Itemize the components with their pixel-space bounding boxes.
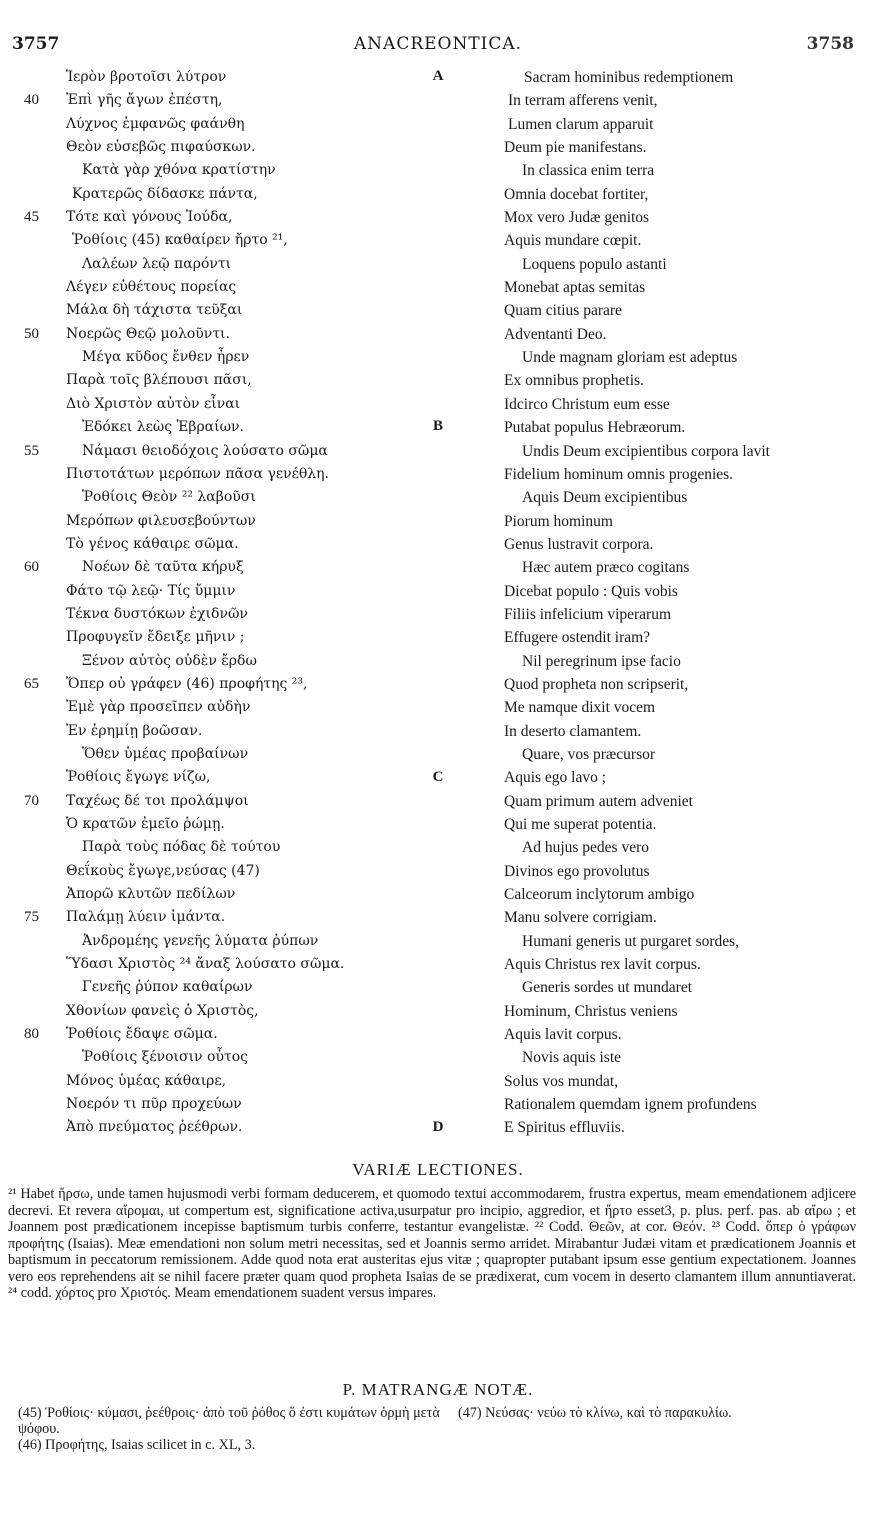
greek-verse-text: Φάτο τῷ λεῷ· Τίς ὔμμιν [66,582,236,599]
latin-verse-line: Quod propheta non scripserit, [504,675,689,693]
greek-verse-text: Νοέων δὲ ταῦτα κήρυξ [82,559,244,576]
greek-verse-line [6,860,426,883]
greek-verse-line [6,510,426,533]
latin-verse-line: Mox vero Judæ genitos [504,209,650,227]
editor-note: (47) Νεύσας· νεύω τὸ κλίνω, καὶ τὸ παρακυλίω. [458,1405,732,1421]
margin-letter: D [432,1118,444,1135]
editor-note: (46) Προφήτης, Isaias scilicet in c. XL, 3. [18,1437,256,1453]
greek-verse-text: Διὸ Χριστὸν αὐτὸν εἶναι [66,395,241,412]
greek-verse-text: Γενεῆς ῥύπον καθαίρων [82,979,253,996]
greek-verse-text: Ὅπερ οὐ γράφεν (46) προφήτης ²³, [66,675,308,692]
greek-verse-text: Θεΐκοὺς ἔγωγε,νεύσας (47) [66,862,260,879]
greek-verse-line [6,1116,426,1139]
latin-verse-line: Solus vos mundat, [504,1072,619,1090]
greek-verse-line [6,393,426,416]
latin-verse-line: Aquis ego lavo ; [504,769,607,787]
variae-lectiones-heading: VARIÆ LECTIONES. [352,1160,524,1179]
greek-verse-line [6,66,426,89]
latin-verse-line: In terram afferens venit, [508,92,658,110]
greek-verse-text: Ἐπὶ γῆς ἄγων ἐπέστη, [66,92,223,109]
greek-verse-text: Ῥοθίοις ἔγωγε νίζω, [66,769,211,786]
latin-verse-line: Aquis Deum excipientibus [522,489,688,507]
greek-verse-text: Ῥοθίοις ξένοισιν οὗτος [82,1049,248,1066]
greek-verse-line [6,930,426,953]
latin-verse-line: Piorum hominum [504,512,613,530]
greek-verse-line [6,790,426,813]
greek-verse-line [6,136,426,159]
latin-verse-line: Novis aquis iste [522,1049,622,1067]
greek-verse-line [6,650,426,673]
verse-number: 45 [24,209,39,226]
greek-verse-text: Μερόπων φιλευσεβούντων [66,512,256,529]
matrangae-notes-right [458,1405,858,1421]
latin-verse-line: In classica enim terra [522,162,655,180]
latin-verse-line: Undis Deum excipientibus corpora lavit [522,442,770,460]
greek-verse-line [6,813,426,836]
latin-verse-line: Humani generis ut purgaret sordes, [522,932,740,950]
greek-verse-line [6,440,426,463]
greek-verse-line [6,416,426,439]
latin-verse-line: Nil peregrinum ipse facio [522,652,681,670]
greek-verse-line [6,580,426,603]
latin-verse-line: Manu solvere corrigiam. [504,909,657,927]
greek-verse-line [6,673,426,696]
verse-number: 60 [24,559,39,576]
latin-verse-line: Lumen clarum apparuit [508,115,654,133]
latin-verse-line: Hominum, Christus veniens [504,1002,678,1020]
greek-verse-line [6,743,426,766]
greek-verse-line [6,159,426,182]
greek-verse-line [6,953,426,976]
greek-verse-text: Λέγεν εὐθέτους πορείας [66,279,237,296]
variae-lectiones-notes [8,1186,856,1302]
greek-verse-text: Θεὸν εὐσεβῶς πιφαύσκων. [66,139,256,156]
latin-verse-line: Unde magnam gloriam est adeptus [522,349,738,367]
greek-verse-line [6,463,426,486]
verse-number: 80 [24,1026,39,1043]
column-number-left: 3757 [12,34,60,54]
greek-verse-text: Μάλα δὴ τάχιστα τεῦξαι [66,302,243,319]
greek-verse-line [6,206,426,229]
greek-verse-text: Ἀνδρομέης γενεῆς λύματα ῥύπων [82,932,319,949]
variant-reading-note: ²¹ Habet ἤρσω, unde tamen hujusmodi verbi formam deducerem, et quomodo textui accommodarem, frustra expertus, meam emendationem adjicere decrevi. Et revera αἴρομαι, ut compertum est, significatione activa,usurpatur pro incipio, aggredior, et ἤρτο esset3, p. plus. perf. pas. ab αἴρω ; et Joannem post prædicationem incepisse baptismum turbis conferre, testantur evangelistæ. ²² Codd. Θεῶν, at cor. Θεόν. ²³ Codd. ὅπερ ὁ γράφων προφήτης (Isaias). Meæ emendationi non solum metri necessitas, sed et Joannis sermo arridet. Mirabantur Judæi vitam et prædicationem Joannis et baptismum in peccatorum remissionem. Adde quod nota erat austeritas ejus vitæ ; quapropter putabant ipsum esse gentium expectationem. Joannes vero eos reprehendens ait se nihil facere præter quam quod propheta Isaias de se prædixerat, cum vocem in deserto clamantem illum annuntiaverat. ²⁴ codd. χόρτος pro Χριστός. Meam emendationem suadent versus impares. [8,1186,856,1301]
latin-verse-line: Effugere ostendit iram? [504,629,651,647]
greek-verse-text: Ὅθεν ὑμέας προβαίνων [82,745,249,762]
greek-verse-text: Ἀπορῶ κλυτῶν πεδίλων [66,886,236,903]
greek-verse-line [6,883,426,906]
greek-verse-text: Ῥοθίοις ἔδαψε σῶμα. [66,1026,218,1043]
greek-verse-text: Ῥοθίοις (45) καθαίρεν ἤρτο ²¹, [72,232,288,249]
greek-verse-text: Τότε καὶ γόνους Ἰούδα, [66,209,233,226]
greek-verse-line [6,766,426,789]
running-title: ANACREONTICA. [353,34,523,54]
latin-verse-line: Calceorum inclytorum ambigo [504,886,695,904]
latin-verse-line: Genus lustravit corpora. [504,535,654,553]
greek-verse-text: Προφυγεῖν ἔδειξε μῆνιν ; [66,629,245,646]
greek-verse-line [6,369,426,392]
greek-verse-text: Μέγα κῦδος ἔνθεν ἦρεν [82,349,250,366]
latin-verse-line: Quam citius parare [504,302,622,320]
latin-translation-column [500,66,870,1140]
latin-verse-line: Hæc autem præco cogitans [522,559,690,577]
latin-verse-line: In deserto clamantem. [504,722,642,740]
latin-verse-line: Divinos ego provolutus [504,862,650,880]
margin-letter: C [432,768,444,785]
verse-number: 70 [24,792,39,809]
greek-verse-text: Κρατερῶς δίδασκε πάντα, [72,185,258,202]
latin-verse-line: Omnia docebat fortiter, [504,185,649,203]
greek-verse-text: Ῥοθίοις Θεὸν ²² λαβοῦσι [82,489,256,506]
greek-verse-line [6,1000,426,1023]
latin-verse-line: Dicebat populo : Quis vobis [504,582,678,600]
greek-verse-line [6,229,426,252]
latin-verse-line: Fidelium hominum omnis progenies. [504,465,734,483]
latin-verse-line: Ad hujus pedes vero [522,839,649,857]
greek-verse-text: Ὁ κρατῶν ἐμεῖο ῥώμῃ. [66,816,225,832]
latin-verse-line: Filiis infelicium viperarum [504,605,672,623]
greek-verse-text: Ὕδασι Χριστὸς ²⁴ ἄναξ λούσατο σῶμα. [66,956,345,973]
greek-verse-line [6,1070,426,1093]
greek-verse-line [6,346,426,369]
greek-verse-text: Ἐμὲ γὰρ προσεῖπεν αὐδὴν [66,699,251,716]
latin-verse-line: Sacram hominibus redemptionem [524,69,734,86]
greek-verse-text: Τὸ γένος κάθαιρε σῶμα. [66,535,239,552]
greek-verse-line [6,253,426,276]
greek-verse-line [6,603,426,626]
latin-verse-line: Quare, vos præcursor [522,745,656,763]
greek-verse-text: Λαλέων λεῷ παρόντι [82,255,232,272]
latin-verse-line: Deum pie manifestans. [504,139,647,157]
greek-verse-text: Νοερῶς Θεῷ μολοῦντι. [66,325,231,342]
greek-verse-text: Μόνος ὑμέας κάθαιρε, [66,1072,227,1089]
editor-note: (45) Ῥοθίοις· κύμασι, ῥεέθροις· ἀπὸ τοῦ ῥόθος ὅ ἐστι κυμάτων ὁρμὴ μετὰ ψόφου. [18,1405,440,1437]
latin-verse-line: Quam primum autem adveniet [504,792,693,810]
greek-verse-line [6,276,426,299]
greek-verse-line [6,323,426,346]
matrangae-notes-left [18,1405,448,1453]
greek-verse-line [6,720,426,743]
column-number-right: 3758 [806,34,854,54]
latin-verse-line: Aquis mundare cœpit. [504,232,642,250]
greek-verse-text: Πιστοτάτων μερόπων πᾶσα γενέθλη. [66,465,329,482]
greek-verse-text: Νάμασι θειοδόχοις λούσατο σῶμα [82,442,328,459]
greek-text-column [6,66,426,1140]
greek-verse-text: Ταχέως δέ τοι προλάμψοι [66,792,249,809]
greek-verse-line [6,556,426,579]
margin-letter: A [432,68,444,84]
greek-verse-line [6,696,426,719]
greek-verse-line [6,836,426,859]
latin-verse-line: Aquis Christus rex lavit corpus. [504,956,701,974]
greek-verse-line [6,113,426,136]
greek-verse-line [6,626,426,649]
greek-verse-text: Ἐν ἐρημίῃ βοῶσαν. [66,722,203,739]
greek-verse-text: Ξένον αὐτὸς οὐδὲν ἔρδω [82,652,257,669]
latin-verse-line: E Spiritus effluviis. [504,1119,625,1137]
greek-verse-line [6,89,426,112]
greek-verse-text: Λύχνος ἐμφανῶς φαάνθη [66,115,245,132]
greek-verse-text: Νοερόν τι πῦρ προχεύων [66,1096,242,1113]
latin-verse-line: Putabat populus Hebræorum. [504,419,686,437]
latin-verse-line: Loquens populo astanti [522,255,667,273]
greek-verse-line [6,906,426,929]
greek-verse-text: Παρὰ τοὺς πόδας δὲ τούτου [82,839,281,856]
greek-verse-line [6,1046,426,1069]
page-header [0,34,876,58]
latin-verse-line: Idcirco Christum eum esse [504,395,670,413]
greek-verse-text: Χθονίων φανεὶς ὁ Χριστὸς, [66,1002,259,1019]
latin-verse-line: Me namque dixit vocem [504,699,656,717]
greek-verse-line [6,1093,426,1116]
margin-letters [418,66,458,1166]
matrangae-notes-heading: P. MATRANGÆ NOTÆ. [342,1380,534,1399]
greek-verse-line [6,1023,426,1046]
verse-number: 50 [24,325,39,342]
latin-verse-line: Qui me superat potentia. [504,816,657,833]
margin-letter: B [432,418,443,435]
greek-verse-text: Ἱερὸν βροτοῖσι λύτρον [66,69,227,85]
latin-verse-line: Monebat aptas semitas [504,279,646,297]
greek-verse-line [6,299,426,322]
greek-verse-text: Παρὰ τοῖς βλέπουσι πᾶσι, [66,372,252,389]
latin-verse-line: Aquis lavit corpus. [504,1026,622,1044]
greek-verse-line [6,533,426,556]
latin-verse-line: Ex omnibus prophetis. [504,372,644,390]
greek-verse-text: Ἀπὸ πνεύματος ῥεέθρων. [66,1119,243,1136]
greek-verse-text: Παλάμῃ λύειν ἱμάντα. [66,909,226,926]
verse-number: 55 [24,442,39,459]
verse-number: 75 [24,909,39,926]
latin-verse-line: Generis sordes ut mundaret [522,979,693,997]
verse-number: 65 [24,675,39,692]
greek-verse-line [6,486,426,509]
greek-verse-text: Ἐδόκει λεὼς Ἑβραίων. [82,419,244,436]
greek-verse-line [6,183,426,206]
latin-verse-line: Adventanti Deo. [504,325,607,343]
greek-verse-line [6,976,426,999]
verse-number: 40 [24,92,39,109]
greek-verse-text: Τέκνα δυστόκων ἐχιδνῶν [66,605,248,622]
greek-verse-text: Κατὰ γὰρ χθόνα κρατίστην [82,162,276,179]
latin-verse-line: Rationalem quemdam ignem profundens [504,1096,757,1114]
